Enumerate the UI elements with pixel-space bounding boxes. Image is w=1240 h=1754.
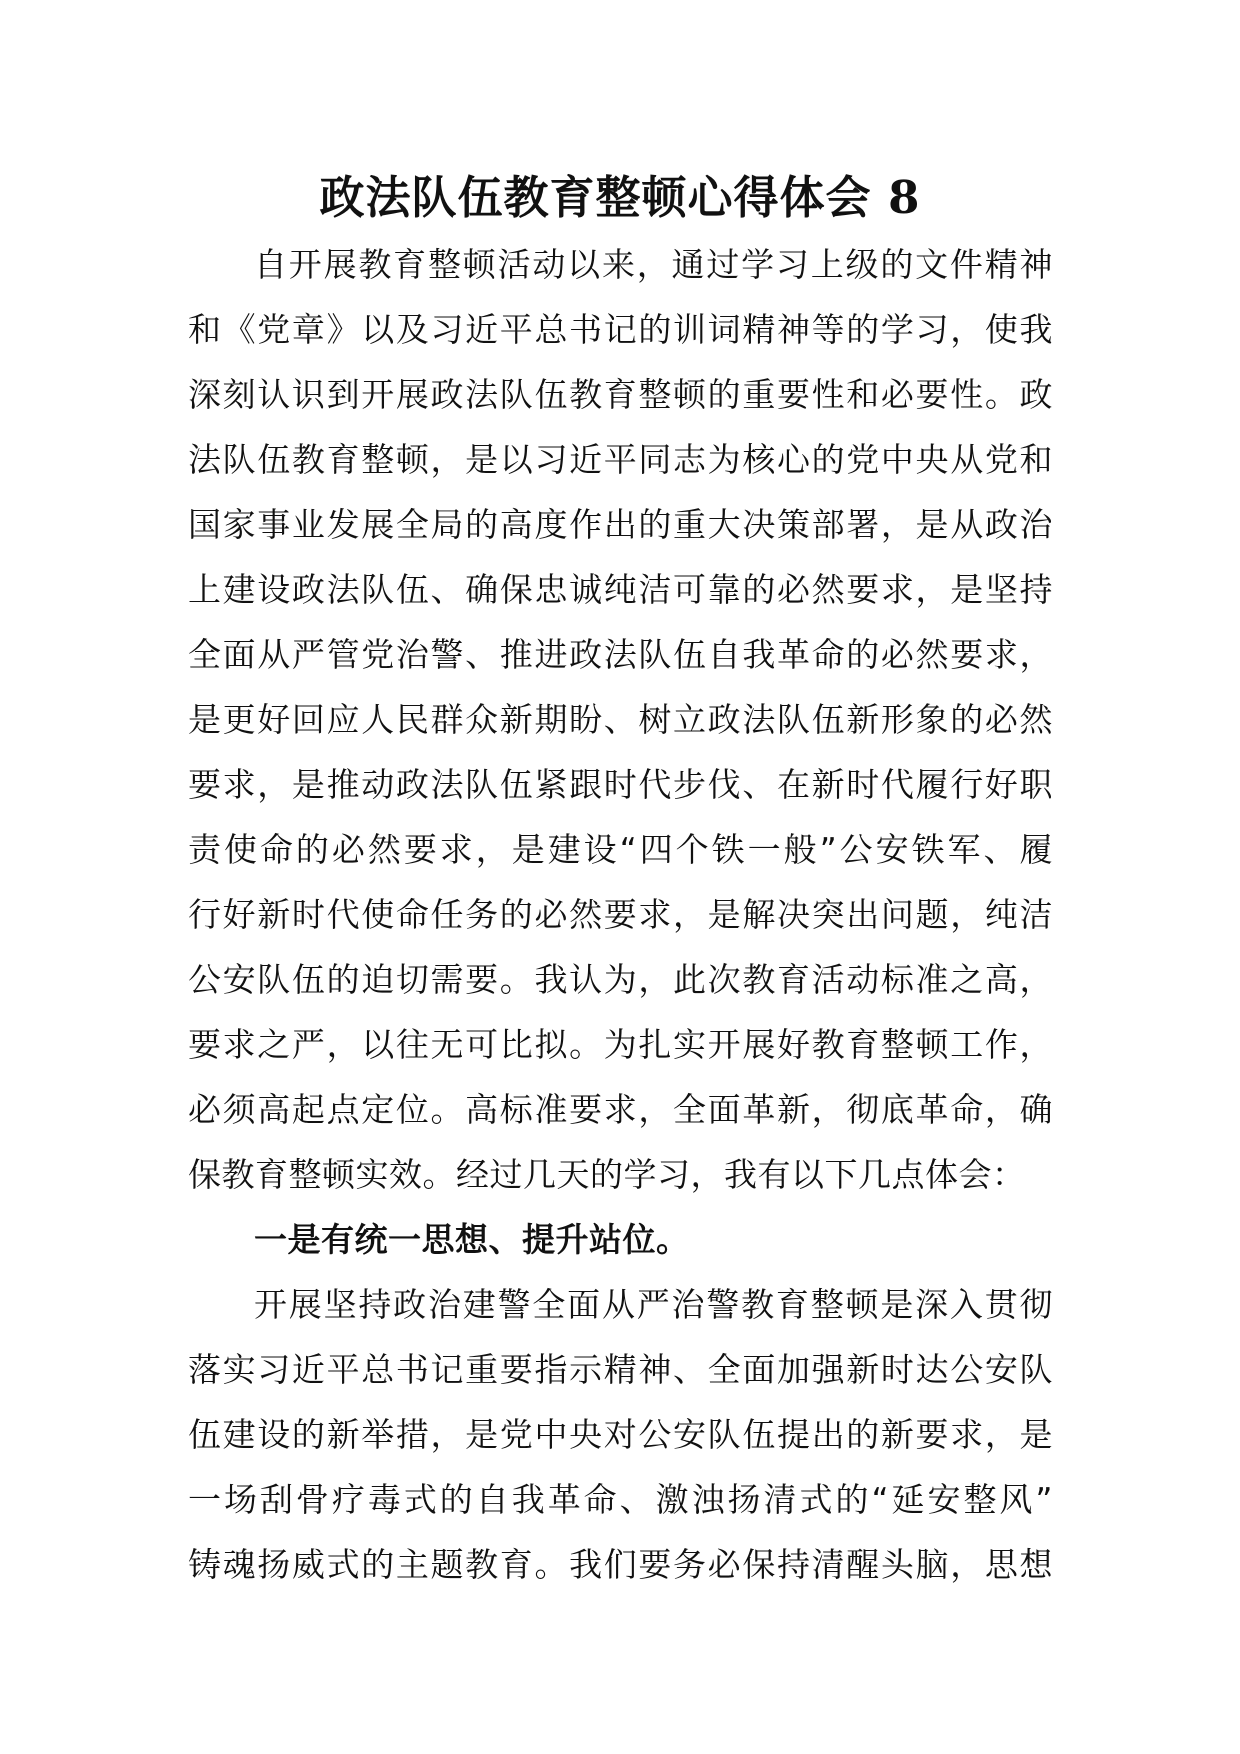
text-line: 要求，是推动政法队伍紧跟时代步伐、在新时代履行好职 <box>188 765 1053 804</box>
text-line: 全面从严管党治警、推进政法队伍自我革命的必然要求， <box>188 635 1053 674</box>
text-line: 要求之严，以往无可比拟。为扎实开展好教育整顿工作， <box>188 1025 1053 1064</box>
text-line: 和《党章》以及习近平总书记的训词精神等的学习，使我 <box>188 310 1053 349</box>
text-line: 上建设政法队伍、确保忠诚纯洁可靠的必然要求，是坚持 <box>188 570 1053 609</box>
text-line: 铸魂扬威式的主题教育。我们要务必保持清醒头脑，思想 <box>188 1545 1053 1584</box>
document-title: 政法队伍教育整顿心得体会 8 <box>319 171 921 224</box>
text-line: 一场刮骨疗毒式的自我革命、激浊扬清式的“延安整风” <box>188 1480 1053 1519</box>
document-body <box>188 232 1053 1597</box>
text-line: 开展坚持政治建警全面从严治警教育整顿是深入贯彻 <box>254 1285 1053 1324</box>
text-line: 自开展教育整顿活动以来，通过学习上级的文件精神 <box>254 245 1053 284</box>
text-line: 是更好回应人民群众新期盼、树立政法队伍新形象的必然 <box>188 700 1053 739</box>
text-line: 国家事业发展全局的高度作出的重大决策部署，是从政治 <box>188 505 1053 544</box>
text-line: 落实习近平总书记重要指示精神、全面加强新时达公安队 <box>188 1350 1053 1389</box>
text-line: 行好新时代使命任务的必然要求，是解决突出问题，纯洁 <box>188 895 1053 934</box>
paragraph-2 <box>188 1272 1053 1597</box>
section-heading: 一是有统一思想、提升站位。 <box>254 1220 690 1259</box>
text-line: 公安队伍的迫切需要。我认为，此次教育活动标准之高， <box>188 960 1053 999</box>
text-line: 深刻认识到开展政法队伍教育整顿的重要性和必要性。政 <box>188 375 1053 414</box>
text-line: 伍建设的新举措，是党中央对公安队伍提出的新要求，是 <box>188 1415 1053 1454</box>
paragraph-1 <box>188 232 1053 1207</box>
text-line: 必须高起点定位。高标准要求，全面革新，彻底革命，确 <box>188 1090 1053 1129</box>
text-line: 保教育整顿实效。经过几天的学习，我有以下几点体会： <box>188 1155 1026 1194</box>
text-line: 法队伍教育整顿，是以习近平同志为核心的党中央从党和 <box>188 440 1053 479</box>
text-line: 责使命的必然要求，是建设“四个铁一般”公安铁军、履 <box>188 830 1053 869</box>
